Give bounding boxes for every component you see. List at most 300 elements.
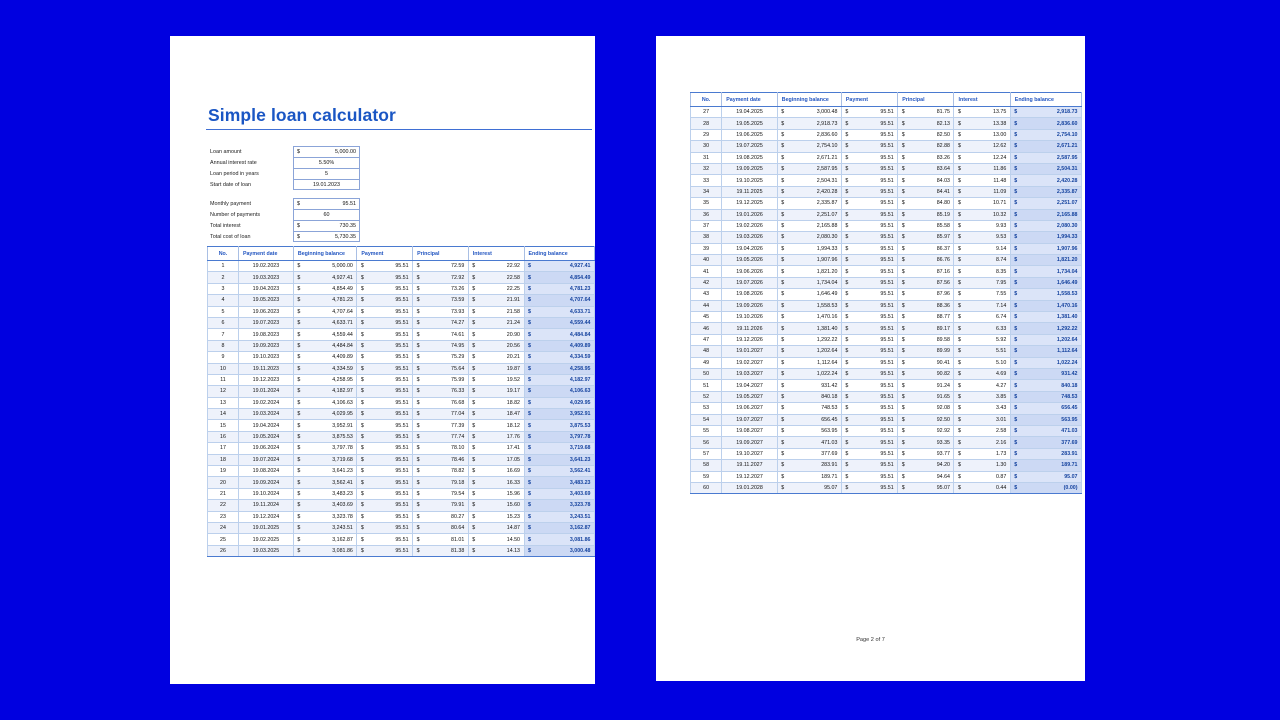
cell-payment[interactable]: [841, 460, 897, 471]
cell-interest[interactable]: [468, 466, 524, 477]
cell-payment-number[interactable]: 51: [691, 380, 722, 391]
cell-payment[interactable]: [357, 534, 413, 545]
cell-payment[interactable]: [841, 209, 897, 220]
cell-principal[interactable]: [898, 437, 954, 448]
cell-payment-number[interactable]: 11: [208, 374, 239, 385]
cell-beginning-balance[interactable]: [777, 403, 841, 414]
cell-payment[interactable]: [357, 420, 413, 431]
cell-interest[interactable]: [954, 482, 1010, 493]
cell-payment-date[interactable]: 19.11.2025: [722, 186, 778, 197]
cell-beginning-balance[interactable]: [293, 522, 356, 533]
cell-beginning-balance[interactable]: [293, 466, 356, 477]
cell-payment[interactable]: [841, 175, 897, 186]
cell-payment-date[interactable]: 19.08.2025: [722, 152, 778, 163]
cell-payment[interactable]: [357, 363, 413, 374]
cell-beginning-balance[interactable]: [777, 198, 841, 209]
cell-interest[interactable]: [954, 209, 1010, 220]
cell-principal[interactable]: [898, 141, 954, 152]
cell-payment-number[interactable]: 18: [208, 454, 239, 465]
cell-payment[interactable]: [357, 466, 413, 477]
cell-payment-date[interactable]: 19.08.2026: [722, 289, 778, 300]
cell-interest[interactable]: [954, 334, 1010, 345]
cell-ending-balance[interactable]: [524, 522, 594, 533]
cell-principal[interactable]: [413, 420, 469, 431]
cell-ending-balance[interactable]: [1010, 323, 1081, 334]
cell-payment-date[interactable]: 19.02.2025: [238, 534, 293, 545]
cell-interest[interactable]: [468, 261, 524, 272]
cell-beginning-balance[interactable]: [293, 306, 356, 317]
cell-payment-number[interactable]: 57: [691, 448, 722, 459]
cell-payment[interactable]: [357, 329, 413, 340]
cell-payment-number[interactable]: 22: [208, 500, 239, 511]
cell-interest[interactable]: [954, 414, 1010, 425]
cell-ending-balance[interactable]: [524, 466, 594, 477]
cell-payment-number[interactable]: 36: [691, 209, 722, 220]
cell-ending-balance[interactable]: [524, 454, 594, 465]
cell-beginning-balance[interactable]: [293, 534, 356, 545]
cell-payment[interactable]: [841, 152, 897, 163]
cell-beginning-balance[interactable]: [777, 380, 841, 391]
cell-payment-date[interactable]: 19.10.2026: [722, 312, 778, 323]
cell-beginning-balance[interactable]: [293, 340, 356, 351]
cell-beginning-balance[interactable]: [293, 477, 356, 488]
cell-interest[interactable]: [468, 420, 524, 431]
cell-payment[interactable]: [841, 448, 897, 459]
cell-payment-date[interactable]: 19.03.2023: [238, 272, 293, 283]
cell-beginning-balance[interactable]: [293, 386, 356, 397]
loan-input-field[interactable]: [293, 168, 360, 179]
cell-beginning-balance[interactable]: [293, 420, 356, 431]
cell-beginning-balance[interactable]: [293, 261, 356, 272]
cell-ending-balance[interactable]: [1010, 255, 1081, 266]
cell-principal[interactable]: [898, 448, 954, 459]
cell-payment-number[interactable]: 30: [691, 141, 722, 152]
cell-beginning-balance[interactable]: [777, 118, 841, 129]
summary-input-field[interactable]: [293, 220, 360, 231]
cell-principal[interactable]: [898, 289, 954, 300]
cell-payment-number[interactable]: 6: [208, 317, 239, 328]
cell-payment[interactable]: [841, 107, 897, 118]
cell-payment[interactable]: [841, 312, 897, 323]
cell-beginning-balance[interactable]: [777, 175, 841, 186]
cell-principal[interactable]: [413, 500, 469, 511]
cell-payment-number[interactable]: 59: [691, 471, 722, 482]
cell-payment-number[interactable]: 8: [208, 340, 239, 351]
cell-payment-number[interactable]: 46: [691, 323, 722, 334]
cell-beginning-balance[interactable]: [777, 471, 841, 482]
cell-principal[interactable]: [898, 163, 954, 174]
cell-payment-number[interactable]: 17: [208, 443, 239, 454]
cell-payment[interactable]: [841, 437, 897, 448]
cell-payment-number[interactable]: 33: [691, 175, 722, 186]
cell-interest[interactable]: [954, 323, 1010, 334]
column-header[interactable]: No.: [691, 93, 722, 107]
cell-beginning-balance[interactable]: [293, 545, 356, 556]
cell-ending-balance[interactable]: [1010, 448, 1081, 459]
cell-payment[interactable]: [841, 129, 897, 140]
cell-beginning-balance[interactable]: [777, 277, 841, 288]
cell-payment-number[interactable]: 1: [208, 261, 239, 272]
cell-payment-number[interactable]: 27: [691, 107, 722, 118]
cell-beginning-balance[interactable]: [293, 454, 356, 465]
cell-payment-number[interactable]: 21: [208, 488, 239, 499]
cell-interest[interactable]: [954, 220, 1010, 231]
cell-payment-number[interactable]: 7: [208, 329, 239, 340]
cell-payment[interactable]: [841, 357, 897, 368]
cell-beginning-balance[interactable]: [777, 425, 841, 436]
cell-interest[interactable]: [468, 409, 524, 420]
cell-ending-balance[interactable]: [524, 545, 594, 556]
cell-payment[interactable]: [841, 232, 897, 243]
cell-payment[interactable]: [357, 409, 413, 420]
cell-interest[interactable]: [954, 368, 1010, 379]
cell-payment-date[interactable]: 19.01.2027: [722, 346, 778, 357]
cell-beginning-balance[interactable]: [777, 437, 841, 448]
cell-payment-date[interactable]: 19.09.2026: [722, 300, 778, 311]
cell-payment[interactable]: [357, 454, 413, 465]
cell-principal[interactable]: [413, 534, 469, 545]
cell-payment-number[interactable]: 24: [208, 522, 239, 533]
cell-principal[interactable]: [898, 391, 954, 402]
cell-interest[interactable]: [954, 243, 1010, 254]
cell-payment-date[interactable]: 19.12.2024: [238, 511, 293, 522]
cell-beginning-balance[interactable]: [777, 141, 841, 152]
cell-principal[interactable]: [413, 522, 469, 533]
cell-beginning-balance[interactable]: [293, 397, 356, 408]
cell-interest[interactable]: [468, 386, 524, 397]
cell-payment-date[interactable]: 19.12.2026: [722, 334, 778, 345]
cell-principal[interactable]: [898, 334, 954, 345]
cell-principal[interactable]: [898, 425, 954, 436]
cell-principal[interactable]: [898, 243, 954, 254]
cell-principal[interactable]: [898, 232, 954, 243]
cell-payment-number[interactable]: 26: [208, 545, 239, 556]
cell-principal[interactable]: [413, 488, 469, 499]
cell-principal[interactable]: [898, 323, 954, 334]
cell-interest[interactable]: [468, 477, 524, 488]
cell-beginning-balance[interactable]: [293, 488, 356, 499]
cell-ending-balance[interactable]: [1010, 243, 1081, 254]
cell-interest[interactable]: [954, 471, 1010, 482]
cell-ending-balance[interactable]: [524, 374, 594, 385]
cell-payment[interactable]: [841, 255, 897, 266]
cell-interest[interactable]: [954, 141, 1010, 152]
cell-interest[interactable]: [468, 329, 524, 340]
cell-ending-balance[interactable]: [1010, 209, 1081, 220]
cell-payment-date[interactable]: 19.02.2023: [238, 261, 293, 272]
cell-payment-date[interactable]: 19.04.2026: [722, 243, 778, 254]
cell-principal[interactable]: [413, 545, 469, 556]
cell-beginning-balance[interactable]: [777, 186, 841, 197]
cell-payment[interactable]: [841, 277, 897, 288]
cell-ending-balance[interactable]: [524, 477, 594, 488]
cell-principal[interactable]: [413, 409, 469, 420]
cell-principal[interactable]: [898, 198, 954, 209]
cell-payment[interactable]: [841, 300, 897, 311]
cell-beginning-balance[interactable]: [777, 312, 841, 323]
cell-ending-balance[interactable]: [524, 317, 594, 328]
cell-payment-number[interactable]: 37: [691, 220, 722, 231]
cell-payment-date[interactable]: 19.12.2023: [238, 374, 293, 385]
cell-principal[interactable]: [413, 295, 469, 306]
column-header[interactable]: Principal: [413, 247, 469, 261]
cell-beginning-balance[interactable]: [293, 374, 356, 385]
cell-beginning-balance[interactable]: [293, 283, 356, 294]
cell-payment[interactable]: [841, 368, 897, 379]
cell-payment-date[interactable]: 19.07.2025: [722, 141, 778, 152]
cell-payment-number[interactable]: 41: [691, 266, 722, 277]
cell-interest[interactable]: [954, 357, 1010, 368]
cell-interest[interactable]: [468, 295, 524, 306]
cell-payment[interactable]: [357, 374, 413, 385]
cell-payment[interactable]: [357, 340, 413, 351]
cell-beginning-balance[interactable]: [777, 368, 841, 379]
cell-payment-date[interactable]: 19.12.2027: [722, 471, 778, 482]
cell-beginning-balance[interactable]: [777, 414, 841, 425]
cell-principal[interactable]: [413, 386, 469, 397]
cell-payment-date[interactable]: 19.09.2027: [722, 437, 778, 448]
cell-interest[interactable]: [954, 175, 1010, 186]
cell-ending-balance[interactable]: [524, 295, 594, 306]
cell-principal[interactable]: [413, 374, 469, 385]
cell-payment-date[interactable]: 19.11.2023: [238, 363, 293, 374]
cell-interest[interactable]: [468, 431, 524, 442]
cell-payment[interactable]: [841, 425, 897, 436]
cell-payment[interactable]: [357, 261, 413, 272]
cell-payment-number[interactable]: 53: [691, 403, 722, 414]
cell-ending-balance[interactable]: [1010, 471, 1081, 482]
cell-ending-balance[interactable]: [1010, 198, 1081, 209]
cell-principal[interactable]: [898, 118, 954, 129]
cell-ending-balance[interactable]: [1010, 232, 1081, 243]
cell-ending-balance[interactable]: [1010, 163, 1081, 174]
cell-payment-date[interactable]: 19.06.2025: [722, 129, 778, 140]
cell-interest[interactable]: [954, 232, 1010, 243]
cell-payment-number[interactable]: 19: [208, 466, 239, 477]
cell-ending-balance[interactable]: [1010, 186, 1081, 197]
cell-interest[interactable]: [954, 289, 1010, 300]
cell-principal[interactable]: [413, 363, 469, 374]
cell-payment-date[interactable]: 19.04.2025: [722, 107, 778, 118]
cell-beginning-balance[interactable]: [293, 329, 356, 340]
cell-payment-number[interactable]: 32: [691, 163, 722, 174]
cell-principal[interactable]: [413, 306, 469, 317]
cell-principal[interactable]: [898, 368, 954, 379]
cell-ending-balance[interactable]: [524, 306, 594, 317]
cell-payment-date[interactable]: 19.10.2024: [238, 488, 293, 499]
cell-payment-number[interactable]: 2: [208, 272, 239, 283]
cell-ending-balance[interactable]: [1010, 266, 1081, 277]
cell-payment-number[interactable]: 23: [208, 511, 239, 522]
cell-ending-balance[interactable]: [1010, 141, 1081, 152]
cell-payment-number[interactable]: 9: [208, 352, 239, 363]
cell-ending-balance[interactable]: [1010, 300, 1081, 311]
cell-payment-number[interactable]: 58: [691, 460, 722, 471]
column-header[interactable]: Payment: [357, 247, 413, 261]
cell-payment[interactable]: [841, 141, 897, 152]
cell-interest[interactable]: [954, 391, 1010, 402]
cell-interest[interactable]: [468, 283, 524, 294]
cell-ending-balance[interactable]: [524, 340, 594, 351]
cell-payment-date[interactable]: 19.10.2027: [722, 448, 778, 459]
cell-ending-balance[interactable]: [524, 329, 594, 340]
cell-ending-balance[interactable]: [1010, 357, 1081, 368]
cell-payment[interactable]: [357, 386, 413, 397]
cell-payment-date[interactable]: 19.09.2024: [238, 477, 293, 488]
cell-ending-balance[interactable]: [1010, 414, 1081, 425]
cell-beginning-balance[interactable]: [777, 300, 841, 311]
cell-beginning-balance[interactable]: [777, 220, 841, 231]
cell-beginning-balance[interactable]: [293, 363, 356, 374]
cell-payment-date[interactable]: 19.07.2023: [238, 317, 293, 328]
summary-input-field[interactable]: [293, 198, 360, 209]
cell-ending-balance[interactable]: [1010, 129, 1081, 140]
cell-ending-balance[interactable]: [1010, 425, 1081, 436]
cell-interest[interactable]: [954, 312, 1010, 323]
cell-principal[interactable]: [413, 477, 469, 488]
cell-interest[interactable]: [468, 534, 524, 545]
cell-ending-balance[interactable]: [524, 272, 594, 283]
cell-payment-number[interactable]: 29: [691, 129, 722, 140]
cell-ending-balance[interactable]: [524, 363, 594, 374]
cell-principal[interactable]: [898, 482, 954, 493]
cell-beginning-balance[interactable]: [777, 448, 841, 459]
cell-principal[interactable]: [898, 152, 954, 163]
cell-principal[interactable]: [898, 403, 954, 414]
cell-payment-number[interactable]: 10: [208, 363, 239, 374]
cell-beginning-balance[interactable]: [777, 266, 841, 277]
cell-payment-date[interactable]: 19.10.2025: [722, 175, 778, 186]
cell-payment-number[interactable]: 42: [691, 277, 722, 288]
cell-payment[interactable]: [841, 414, 897, 425]
cell-payment-date[interactable]: 19.11.2024: [238, 500, 293, 511]
cell-payment[interactable]: [841, 403, 897, 414]
cell-ending-balance[interactable]: [524, 443, 594, 454]
cell-interest[interactable]: [468, 454, 524, 465]
cell-interest[interactable]: [468, 545, 524, 556]
cell-payment-number[interactable]: 25: [208, 534, 239, 545]
loan-input-field[interactable]: [293, 157, 360, 168]
cell-principal[interactable]: [898, 186, 954, 197]
column-header[interactable]: No.: [208, 247, 239, 261]
cell-payment-number[interactable]: 12: [208, 386, 239, 397]
cell-payment-date[interactable]: 19.04.2027: [722, 380, 778, 391]
cell-payment-number[interactable]: 4: [208, 295, 239, 306]
cell-interest[interactable]: [954, 152, 1010, 163]
cell-payment-date[interactable]: 19.03.2026: [722, 232, 778, 243]
cell-principal[interactable]: [898, 129, 954, 140]
cell-beginning-balance[interactable]: [777, 163, 841, 174]
cell-ending-balance[interactable]: [1010, 118, 1081, 129]
cell-ending-balance[interactable]: [524, 352, 594, 363]
cell-payment-date[interactable]: 19.05.2026: [722, 255, 778, 266]
loan-input-field[interactable]: [293, 179, 360, 190]
cell-payment[interactable]: [357, 488, 413, 499]
column-header[interactable]: Payment: [841, 93, 897, 107]
cell-ending-balance[interactable]: [1010, 368, 1081, 379]
column-header[interactable]: Beginning balance: [293, 247, 356, 261]
cell-ending-balance[interactable]: [1010, 460, 1081, 471]
cell-payment[interactable]: [357, 431, 413, 442]
cell-payment-date[interactable]: 19.07.2026: [722, 277, 778, 288]
cell-interest[interactable]: [468, 272, 524, 283]
cell-payment-number[interactable]: 45: [691, 312, 722, 323]
cell-ending-balance[interactable]: [1010, 152, 1081, 163]
cell-ending-balance[interactable]: [1010, 391, 1081, 402]
cell-payment-number[interactable]: 52: [691, 391, 722, 402]
cell-beginning-balance[interactable]: [293, 443, 356, 454]
cell-payment-date[interactable]: 19.10.2023: [238, 352, 293, 363]
cell-beginning-balance[interactable]: [293, 500, 356, 511]
cell-payment-date[interactable]: 19.09.2025: [722, 163, 778, 174]
cell-ending-balance[interactable]: [524, 431, 594, 442]
cell-payment[interactable]: [841, 346, 897, 357]
cell-ending-balance[interactable]: [1010, 437, 1081, 448]
cell-payment[interactable]: [841, 198, 897, 209]
cell-interest[interactable]: [468, 511, 524, 522]
cell-beginning-balance[interactable]: [777, 232, 841, 243]
cell-principal[interactable]: [413, 340, 469, 351]
cell-interest[interactable]: [468, 352, 524, 363]
cell-interest[interactable]: [468, 306, 524, 317]
cell-payment-number[interactable]: 40: [691, 255, 722, 266]
cell-payment-date[interactable]: 19.04.2023: [238, 283, 293, 294]
cell-interest[interactable]: [954, 107, 1010, 118]
cell-payment-date[interactable]: 19.03.2025: [238, 545, 293, 556]
cell-principal[interactable]: [898, 300, 954, 311]
cell-payment-number[interactable]: 5: [208, 306, 239, 317]
cell-interest[interactable]: [954, 255, 1010, 266]
cell-payment-date[interactable]: 19.06.2024: [238, 443, 293, 454]
column-header[interactable]: Payment date: [722, 93, 778, 107]
cell-principal[interactable]: [413, 431, 469, 442]
cell-interest[interactable]: [468, 397, 524, 408]
cell-interest[interactable]: [954, 425, 1010, 436]
column-header[interactable]: Beginning balance: [777, 93, 841, 107]
cell-payment[interactable]: [357, 397, 413, 408]
cell-interest[interactable]: [954, 118, 1010, 129]
cell-ending-balance[interactable]: [1010, 107, 1081, 118]
cell-payment-date[interactable]: 19.07.2024: [238, 454, 293, 465]
cell-principal[interactable]: [898, 471, 954, 482]
cell-payment[interactable]: [357, 317, 413, 328]
cell-payment-date[interactable]: 19.05.2023: [238, 295, 293, 306]
cell-principal[interactable]: [898, 346, 954, 357]
cell-payment[interactable]: [357, 443, 413, 454]
cell-payment-number[interactable]: 16: [208, 431, 239, 442]
cell-ending-balance[interactable]: [524, 397, 594, 408]
cell-payment[interactable]: [357, 272, 413, 283]
cell-principal[interactable]: [898, 414, 954, 425]
cell-interest[interactable]: [954, 277, 1010, 288]
cell-principal[interactable]: [898, 107, 954, 118]
cell-interest[interactable]: [954, 460, 1010, 471]
cell-interest[interactable]: [468, 488, 524, 499]
cell-payment[interactable]: [357, 500, 413, 511]
cell-interest[interactable]: [468, 443, 524, 454]
cell-ending-balance[interactable]: [524, 511, 594, 522]
cell-payment-date[interactable]: 19.02.2027: [722, 357, 778, 368]
cell-payment-number[interactable]: 50: [691, 368, 722, 379]
cell-payment-date[interactable]: 19.11.2027: [722, 460, 778, 471]
cell-principal[interactable]: [898, 357, 954, 368]
cell-ending-balance[interactable]: [524, 386, 594, 397]
cell-ending-balance[interactable]: [524, 283, 594, 294]
cell-ending-balance[interactable]: [1010, 380, 1081, 391]
cell-interest[interactable]: [954, 448, 1010, 459]
cell-payment-date[interactable]: 19.07.2027: [722, 414, 778, 425]
summary-input-field[interactable]: [293, 209, 360, 220]
